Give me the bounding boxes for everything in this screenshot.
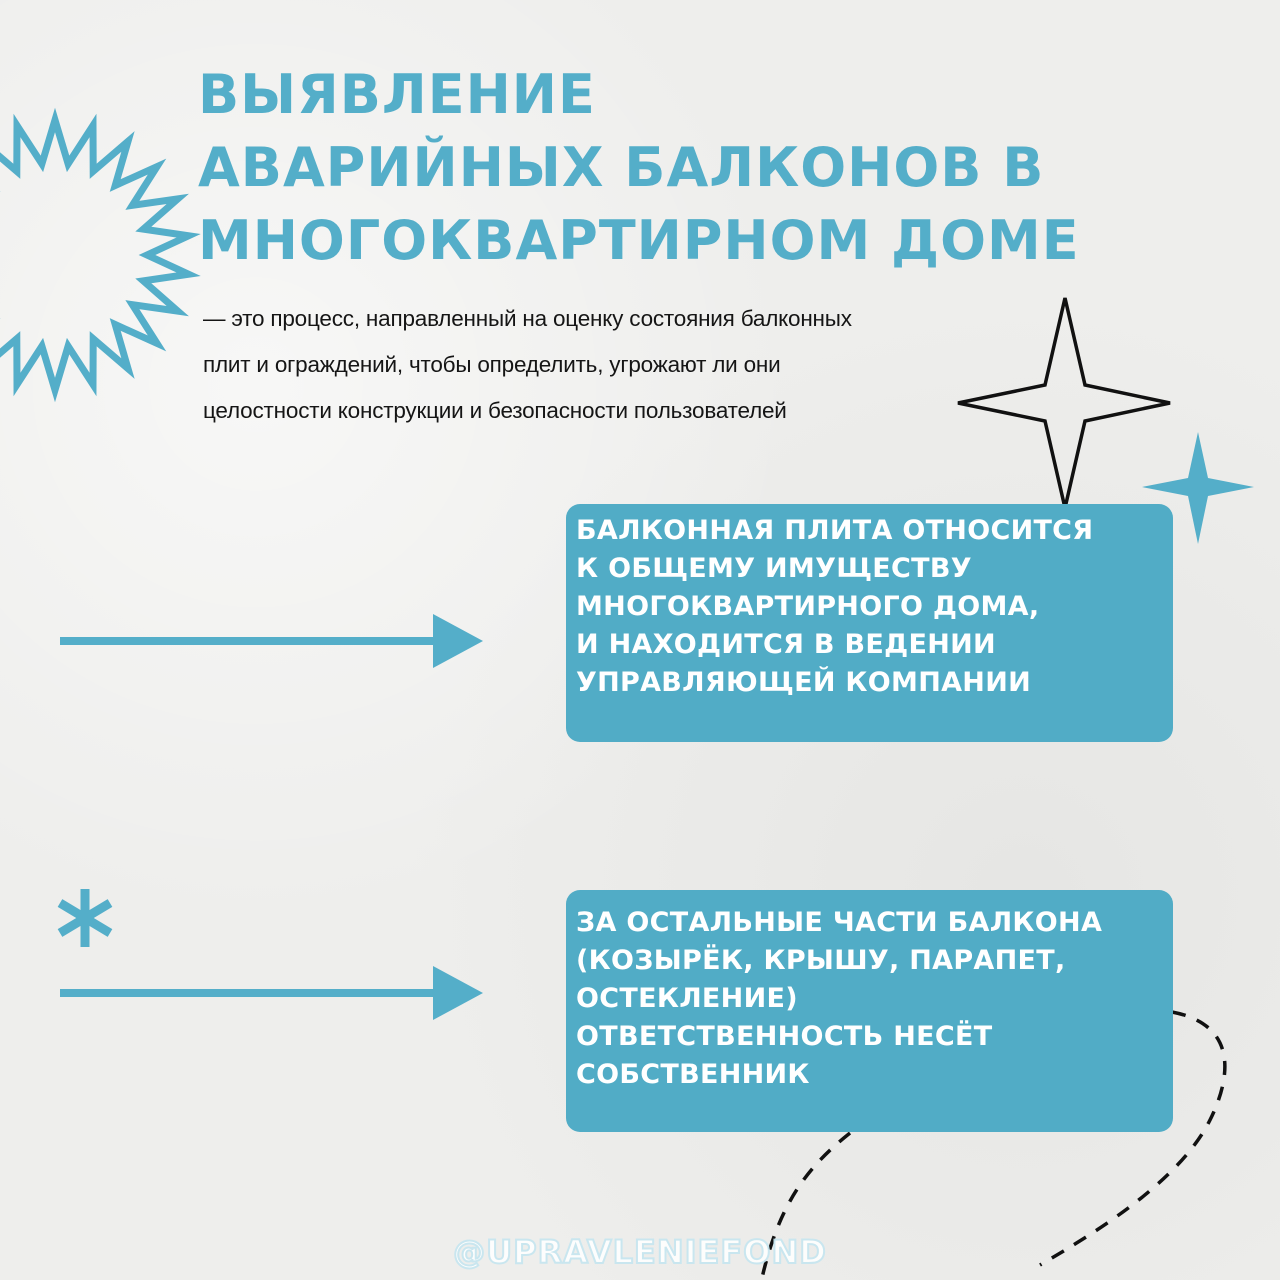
watermark-handle: @UPRAVLENIEFOND <box>453 1233 827 1271</box>
card-line: УПРАВЛЯЮЩЕЙ КОМПАНИИ <box>576 667 1031 698</box>
card-line: ОТВЕТСТВЕННОСТЬ НЕСЁТ <box>576 1021 993 1052</box>
asterisk-icon <box>52 885 118 951</box>
card-line: СОБСТВЕННИК <box>576 1059 810 1090</box>
info-card-common-property <box>566 504 1173 742</box>
page-title <box>198 58 1080 277</box>
card-line: К ОБЩЕМУ ИМУЩЕСТВУ <box>576 553 972 584</box>
arrow-right-icon <box>58 612 488 672</box>
card-line: ОСТЕКЛЕНИЕ) <box>576 983 798 1014</box>
description-line: целостности конструкции и безопасности пользователей <box>203 398 787 423</box>
info-card-owner-responsibility <box>566 890 1173 1132</box>
card-line: БАЛКОННАЯ ПЛИТА ОТНОСИТСЯ <box>576 515 1094 546</box>
title-line: МНОГОКВАРТИРНОМ ДОМЕ <box>198 209 1080 272</box>
title-line: ВЫЯВЛЕНИЕ <box>198 63 596 126</box>
card-line: И НАХОДИТСЯ В ВЕДЕНИИ <box>576 629 996 660</box>
description-line: — это процесс, направленный на оценку состояния балконных <box>203 306 852 331</box>
description-text <box>203 296 1003 434</box>
description-line: плит и ограждений, чтобы определить, угрожают ли они <box>203 352 781 377</box>
title-line: АВАРИЙНЫХ БАЛКОНОВ В <box>198 136 1045 199</box>
card-line: (КОЗЫРЁК, КРЫШУ, ПАРАПЕТ, <box>576 945 1066 976</box>
arrow-right-icon <box>58 964 488 1024</box>
card-line: ЗА ОСТАЛЬНЫЕ ЧАСТИ БАЛКОНА <box>576 907 1103 938</box>
card-line: МНОГОКВАРТИРНОГО ДОМА, <box>576 591 1040 622</box>
